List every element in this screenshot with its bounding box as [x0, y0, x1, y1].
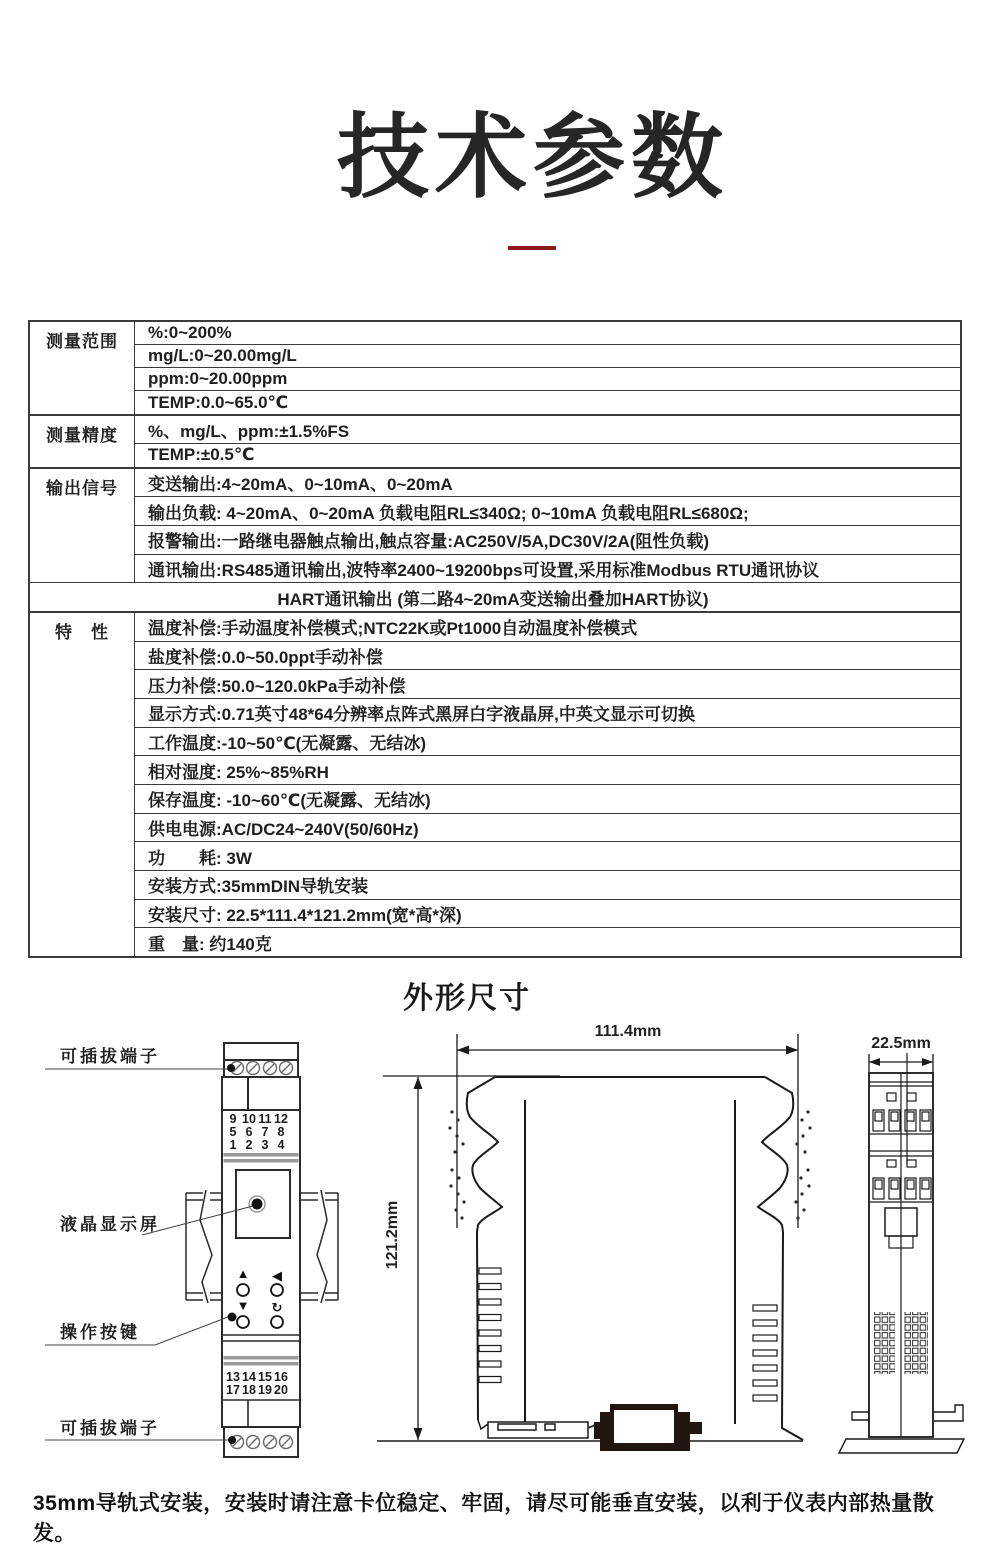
- vent-grid-left: [873, 1312, 895, 1374]
- spec-row: 安装尺寸: 22.5*111.4*121.2mm(宽*高*深): [135, 899, 962, 928]
- svg-text:8: 8: [277, 1125, 285, 1139]
- label-lcd: 液晶显示屏: [60, 1215, 160, 1234]
- spec-row: ppm:0~20.00ppm: [135, 368, 962, 391]
- vent-grid-right: [904, 1312, 928, 1374]
- dotted-marks: [448, 1110, 811, 1219]
- svg-text:5: 5: [229, 1125, 237, 1139]
- spec-row: TEMP:0.0~65.0℃: [135, 391, 962, 415]
- front-view-drawing: [45, 1043, 338, 1457]
- side-view-drawing: [377, 1023, 812, 1451]
- svg-text:3: 3: [261, 1138, 269, 1152]
- svg-text:15: 15: [258, 1370, 272, 1384]
- label-bottom-terminal: 可插拔端子: [60, 1419, 160, 1438]
- spec-row: 变送输出:4~20mA、0~10mA、0~20mA: [135, 468, 962, 497]
- spec-row: %、mg/L、ppm:±1.5%FS: [135, 415, 962, 444]
- label-buttons: 操作按键: [60, 1323, 140, 1342]
- svg-text:9: 9: [229, 1112, 237, 1126]
- spec-row: %:0~200%: [135, 321, 962, 345]
- label-top-terminal: 可插拔端子: [60, 1047, 160, 1066]
- svg-text:13: 13: [226, 1370, 240, 1384]
- title-divider: [508, 246, 556, 250]
- return-icon: ↻: [271, 1300, 283, 1315]
- end-view-drawing: [839, 1035, 964, 1453]
- spec-row-hart: HART通讯输出 (第二路4~20mA变送输出叠加HART协议): [29, 583, 961, 612]
- lcd-screen: [236, 1170, 290, 1238]
- spec-row: 重 量: 约140克: [135, 928, 962, 957]
- table-row: [29, 321, 961, 345]
- group-label: 特 性: [29, 612, 135, 957]
- svg-text:111.4mm: 111.4mm: [594, 1023, 662, 1040]
- width-dimension: [457, 1023, 798, 1228]
- svg-text:7: 7: [261, 1125, 269, 1139]
- left-arrow-icon: ◀: [272, 1268, 282, 1283]
- svg-text:18: 18: [242, 1383, 256, 1397]
- spec-row: 供电电源:AC/DC24~240V(50/60Hz): [135, 813, 962, 842]
- svg-text:4: 4: [277, 1138, 285, 1152]
- spec-row: 相对湿度: 25%~85%RH: [135, 756, 962, 785]
- spec-row: 保存温度: -10~60℃(无凝露、无结冰): [135, 784, 962, 813]
- spec-row: 压力补偿:50.0~120.0kPa手动补偿: [135, 670, 962, 699]
- svg-text:2: 2: [245, 1138, 253, 1152]
- spec-row: 盐度补偿:0.0~50.0ppt手动补偿: [135, 641, 962, 670]
- spec-row: 显示方式:0.71英寸48*64分辨率点阵式黑屏白字液晶屏,中英文显示可切换: [135, 698, 962, 727]
- spec-row: 功 耗: 3W: [135, 842, 962, 871]
- spec-row: 安装方式:35mmDIN导轨安装: [135, 870, 962, 899]
- footer-note: 35mm导轨式安装，安装时请注意卡位稳定、牢固，请尽可能垂直安装，以利于仪表内部热量散发。: [33, 1492, 935, 1545]
- spec-row: TEMP:±0.5℃: [135, 444, 962, 468]
- section-title-dimensions: 外形尺寸: [403, 982, 531, 1015]
- svg-text:17: 17: [226, 1383, 240, 1397]
- down-arrow-icon: ▼: [236, 1298, 250, 1313]
- spec-row: 通讯输出:RS485通讯输出,波特率2400~19200bps可设置,采用标准Modbus RTU通讯协议: [135, 554, 962, 583]
- svg-text:14: 14: [242, 1370, 256, 1384]
- svg-text:1: 1: [229, 1138, 237, 1152]
- spec-table: [28, 320, 962, 958]
- up-arrow-icon: ▲: [236, 1266, 250, 1281]
- spec-row: 输出负载: 4~20mA、0~20mA 负载电阻RL≤340Ω; 0~10mA 负载电阻RL≤680Ω;: [135, 497, 962, 526]
- din-clip: [594, 1404, 702, 1451]
- vent-slots: [479, 1268, 777, 1401]
- svg-text:10: 10: [242, 1112, 256, 1126]
- svg-text:121.2mm: 121.2mm: [384, 1200, 401, 1270]
- spec-row: 温度补偿:手动温度补偿模式;NTC22K或Pt1000自动温度补偿模式: [135, 612, 962, 641]
- svg-text:20: 20: [274, 1383, 288, 1397]
- svg-text:6: 6: [245, 1125, 253, 1139]
- svg-text:11: 11: [258, 1112, 272, 1126]
- group-label: 输出信号: [29, 468, 135, 583]
- height-dimension: [383, 1076, 560, 1440]
- group-label: 测量范围: [29, 321, 135, 415]
- svg-text:16: 16: [274, 1370, 288, 1384]
- svg-text:12: 12: [274, 1112, 288, 1126]
- page-title: 技术参数: [336, 107, 729, 209]
- spec-row: mg/L:0~20.00mg/L: [135, 345, 962, 368]
- svg-text:19: 19: [258, 1383, 272, 1397]
- spec-row: 报警输出:一路继电器触点输出,触点容量:AC250V/5A,DC30V/2A(阻性负载): [135, 525, 962, 554]
- dimension-drawings: [0, 1020, 990, 1490]
- spec-row: 工作温度:-10~50℃(无凝露、无结冰): [135, 727, 962, 756]
- svg-text:22.5mm: 22.5mm: [871, 1035, 931, 1052]
- group-label: 测量精度: [29, 415, 135, 468]
